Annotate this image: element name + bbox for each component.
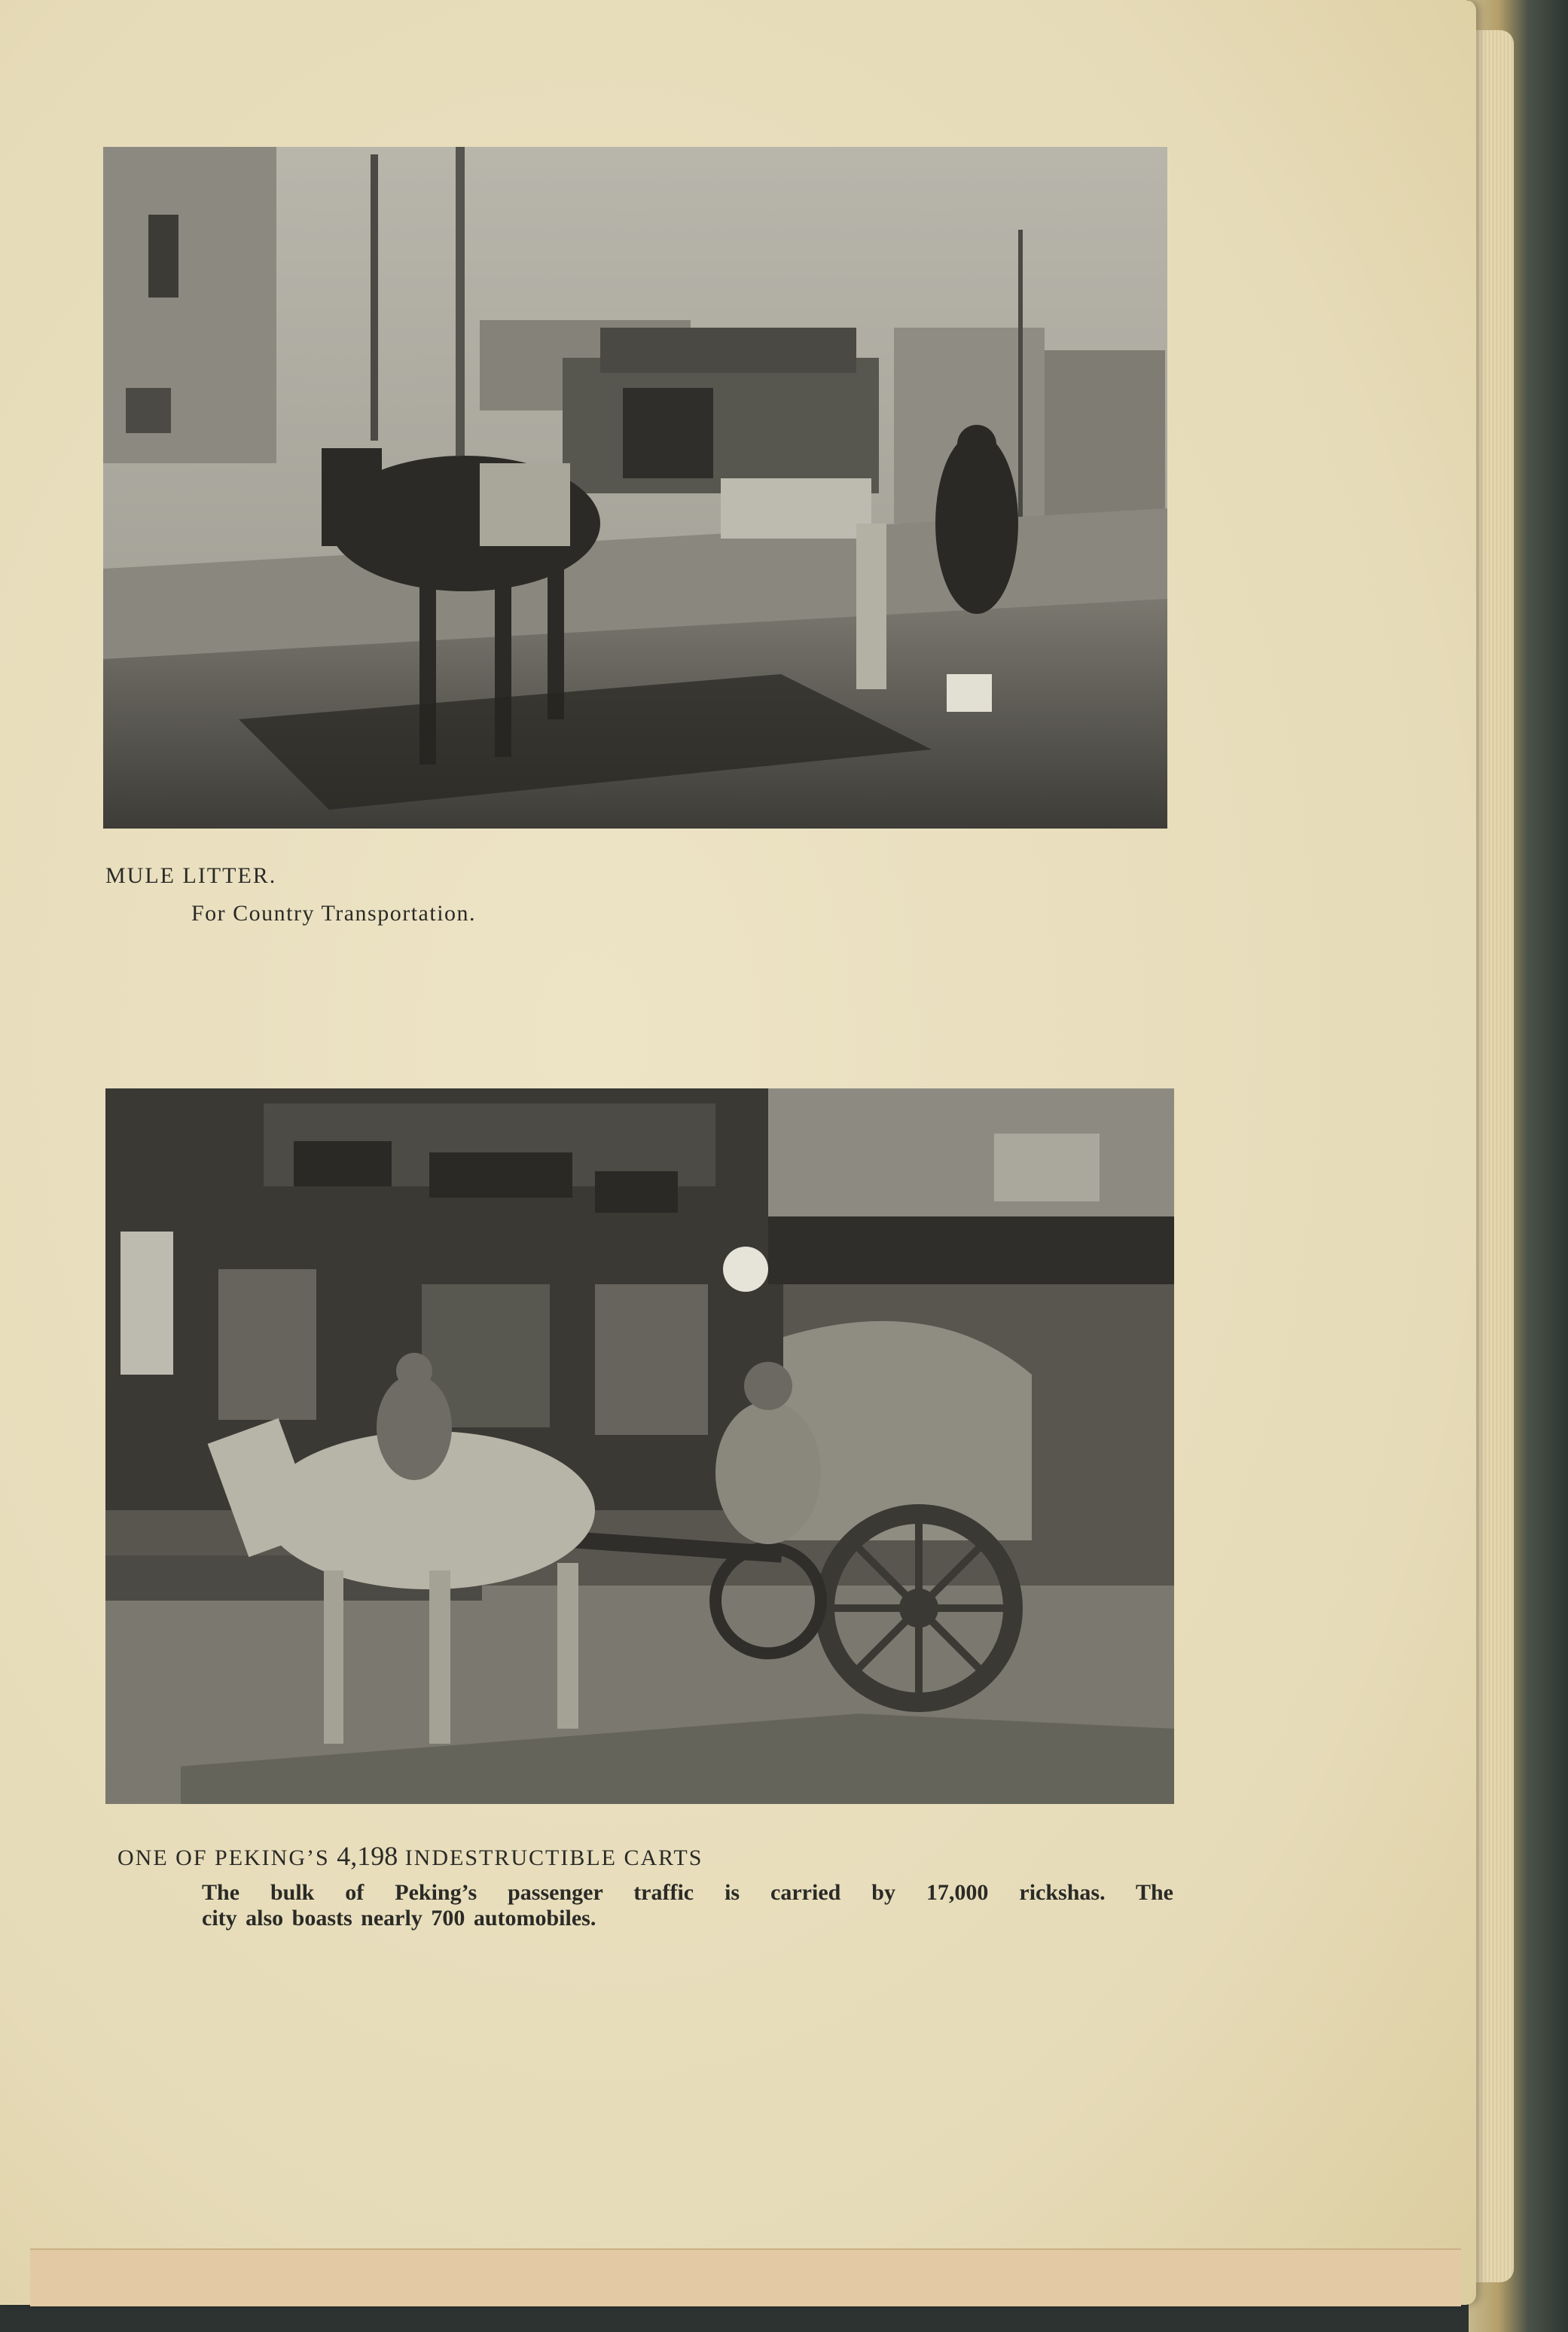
page-bottom-edge bbox=[30, 2248, 1461, 2306]
cart-count: 4,198 bbox=[337, 1841, 398, 1871]
caption-title-prefix: ONE OF PEKING’S bbox=[117, 1845, 330, 1870]
mule-litter-caption-title: MULE LITTER. bbox=[105, 863, 277, 888]
peking-cart-image bbox=[105, 1088, 1174, 1804]
caption-body-line-1: The bulk of Peking’s passenger traffic is carried by 17,000 rickshas. The bbox=[202, 1880, 1173, 1905]
mule-litter-image bbox=[103, 147, 1167, 829]
caption-body-line-2: city also boasts nearly 700 automobiles. bbox=[202, 1906, 596, 1931]
caption-title-suffix: INDESTRUCTIBLE CARTS bbox=[404, 1845, 703, 1870]
peking-cart-caption-body bbox=[202, 1880, 1173, 1931]
peking-cart-caption-title bbox=[117, 1840, 703, 1872]
mule-litter-caption-body: For Country Transportation. bbox=[191, 901, 477, 926]
mule-litter-photo bbox=[103, 147, 1167, 829]
peking-cart-photo bbox=[105, 1088, 1174, 1804]
